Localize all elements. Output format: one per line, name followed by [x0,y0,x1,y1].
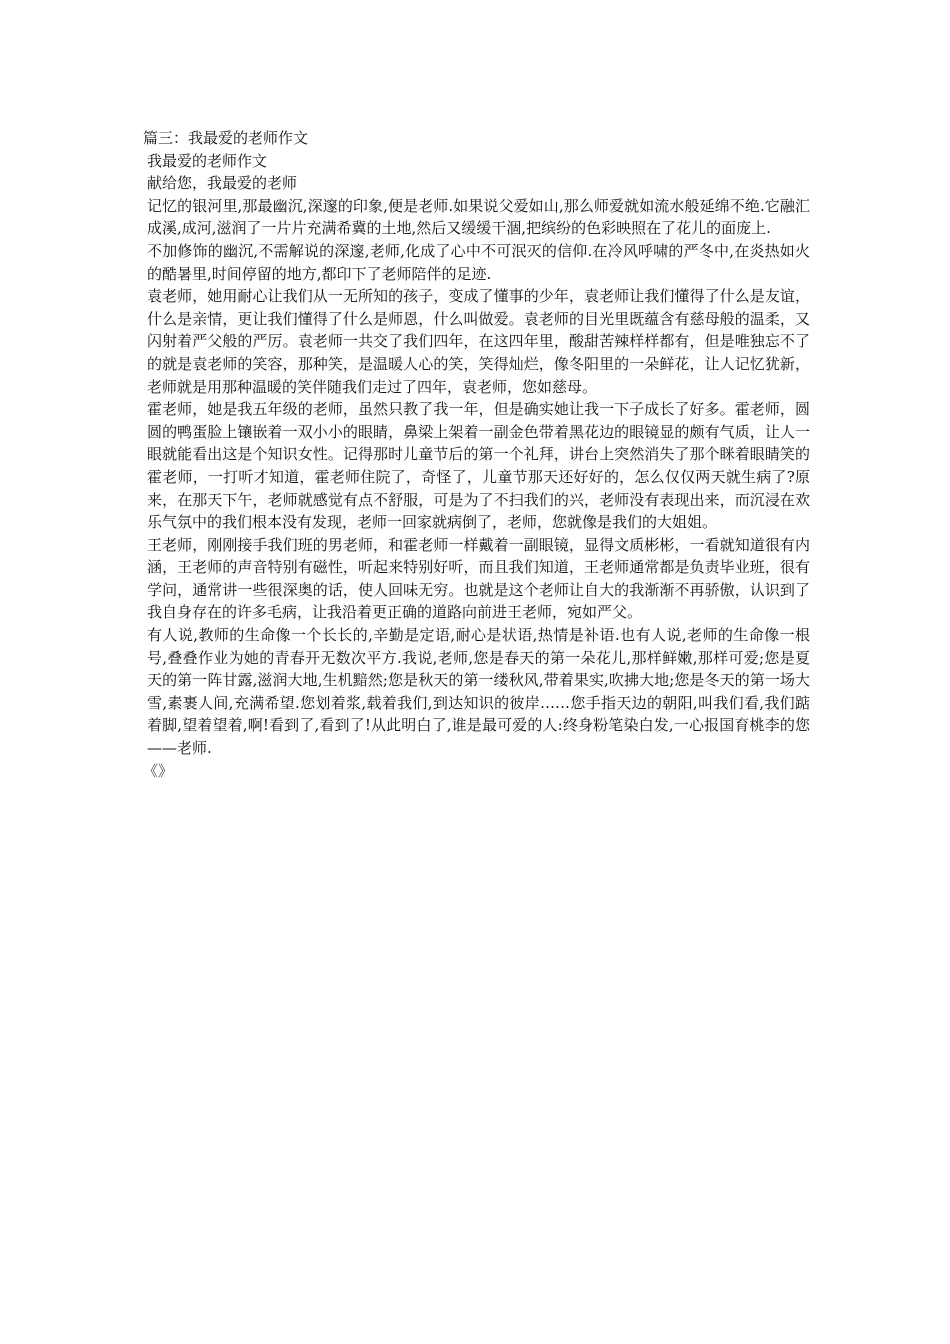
section-title: 篇三：我最爱的老师作文 [143,129,309,147]
paragraph: 袁老师，她用耐心让我们从一无所知的孩子，变成了懂事的少年，袁老师让我们懂得了什么是友谊，什么是亲情，更让我们懂得了什么是师恩，什么叫做爱。袁老师的目光里既蕴含有慈母般的温柔，又闪射着严父般的严厉。袁老师一共交了我们四年，在这四年里，酸甜苦辣样样都有，但是唯独忘不了的就是袁老师的笑容，那种笑，是温暖人心的笑，笑得灿烂，像冬阳里的一朵鲜花，让人记忆犹新，老师就是用那种温暖的笑伴随我们走过了四年，袁老师，您如慈母。 [147,287,810,396]
closing-mark: 《》 [143,761,174,780]
paragraph: 有人说,教师的生命像一个长长的,辛勤是定语,耐心是状语,热情是补语.也有人说,老师的生命像一根号,叠叠作业为她的青春开无数次平方.我说,老师,您是春天的第一朵花儿,那样鲜嫩,那样可爱;您是夏天的第一阵甘露,滋润大地,生机黯然;您是秋天的第一缕秋风,带着果实,吹拂大地;您是冬天的第一场大雪,素裹人间,充满希望.您划着浆,载着我们,到达知识的彼岸……您手指天边的朝阳,叫我们看,我们踮着脚,望着望着,啊!看到了,看到了!从此明白了,谁是最可爱的人:终身粉笔染白发,一心报国育桃李的您——老师. [147,626,810,758]
paragraph: 记忆的银河里,那最幽沉,深邃的印象,便是老师.如果说父爱如山,那么师爱就如流水般延绵不绝.它融汇成溪,成河,滋润了一片片充满希冀的土地,然后又缓缓干涸,把缤纷的色彩映照在了花儿的面庞上. [147,196,810,238]
essay-title: 我最爱的老师作文 [147,151,268,170]
paragraph: 不加修饰的幽沉,不需解说的深邃,老师,化成了心中不可泯灭的信仰.在冷风呼啸的严冬中,在炎热如火的酷暑里,时间停留的地方,都印下了老师陪伴的足迹. [147,241,810,283]
paragraph: 王老师，刚刚接手我们班的男老师，和霍老师一样戴着一副眼镜，显得文质彬彬，一看就知道很有内涵，王老师的声音特别有磁性，听起来特别好听，而且我们知道，王老师通常都是负责毕业班，很有学问，通常讲一些很深奥的话，使人回味无穷。也就是这个老师让自大的我渐渐不再骄傲，认识到了我自身存在的许多毛病，让我沿着更正确的道路向前进王老师，宛如严父。 [147,535,810,622]
dedication: 献给您，我最爱的老师 [147,174,298,193]
document-page [143,127,810,782]
paragraph: 霍老师，她是我五年级的老师，虽然只教了我一年，但是确实她让我一下子成长了好多。霍老师，圆圆的鸭蛋脸上镶嵌着一双小小的眼睛，鼻梁上架着一副金色带着黑花边的眼镜显的颇有气质，让人一眼就能看出这是个知识女性。记得那时儿童节后的第一个礼拜，讲台上突然消失了那个眯着眼睛笑的霍老师，一打听才知道，霍老师住院了，奇怪了，儿童节那天还好好的，怎么仅仅两天就生病了?原来，在那天下午，老师就感觉有点不舒服，可是为了不扫我们的兴，老师没有表现出来，而沉浸在欢乐气氛中的我们根本没有发现，老师一回家就病倒了，老师，您就像是我们的大姐姐。 [147,400,810,532]
